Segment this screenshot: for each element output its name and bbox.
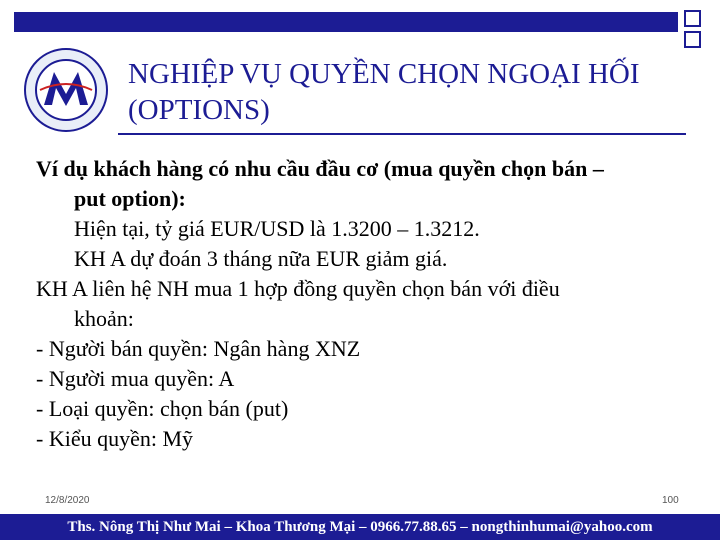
- logo-mark-icon: [26, 50, 106, 130]
- page-number: 100: [662, 495, 679, 506]
- university-logo: [24, 48, 108, 132]
- body-line: Hiện tại, tỷ giá EUR/USD là 1.3200 – 1.3212.: [74, 216, 480, 241]
- body-line: - Người mua quyền: A: [36, 366, 235, 391]
- body-line: - Loại quyền: chọn bán (put): [36, 396, 289, 421]
- title-line: (OPTIONS): [128, 94, 270, 126]
- body-line: - Người bán quyền: Ngân hàng XNZ: [36, 336, 361, 361]
- top-decorative-bar: [14, 12, 678, 32]
- body-line: khoản:: [74, 306, 134, 331]
- footer-bar: Ths. Nông Thị Như Mai – Khoa Thương Mại – 0966.77.88.65 – nongthinhumai@yahoo.com: [0, 514, 720, 540]
- slide-title: [128, 56, 720, 128]
- corner-square: [684, 10, 701, 27]
- title-line: NGHIỆP VỤ QUYỀN CHỌN NGOẠI HỐI: [128, 58, 640, 90]
- body-line: Ví dụ khách hàng có nhu cầu đầu cơ (mua quyền chọn bán –: [36, 156, 604, 181]
- body-line: KH A liên hệ NH mua 1 hợp đồng quyền chọn bán với điều: [36, 276, 560, 301]
- corner-decoration: [684, 10, 706, 52]
- body-line: KH A dự đoán 3 tháng nữa EUR giảm giá.: [74, 246, 448, 271]
- body-line: put option):: [74, 186, 186, 211]
- title-underline: [118, 133, 686, 135]
- slide-body: [36, 154, 716, 454]
- slide-date: 12/8/2020: [45, 495, 90, 506]
- corner-square: [684, 31, 701, 48]
- body-line: - Kiểu quyền: Mỹ: [36, 426, 194, 451]
